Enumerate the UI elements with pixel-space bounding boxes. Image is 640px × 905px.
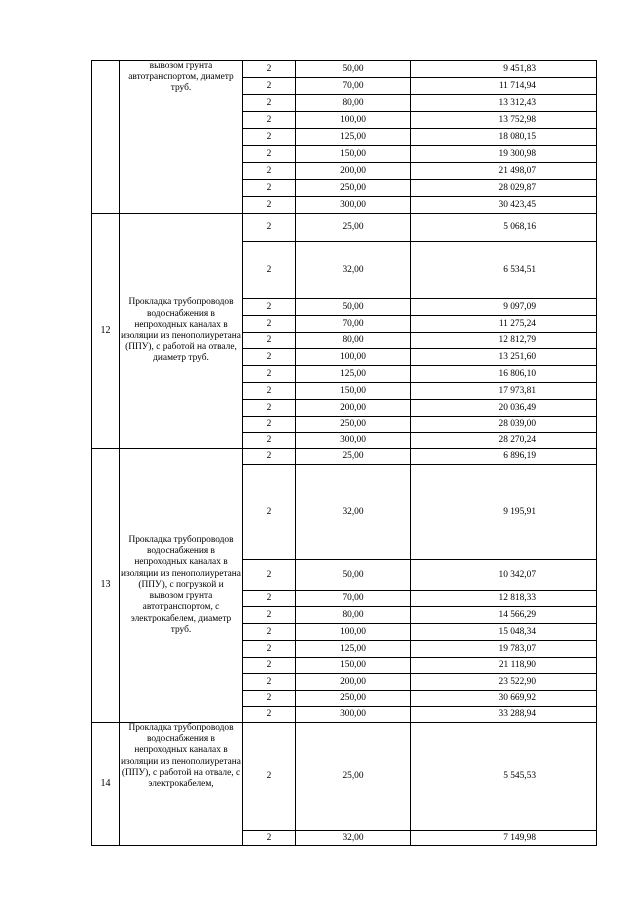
quantity-cell: 2 <box>243 624 296 641</box>
item-number: 14 <box>92 723 120 846</box>
price-cell: 23 522,90 <box>411 674 597 691</box>
quantity-cell: 2 <box>243 242 296 299</box>
quantity-cell: 2 <box>243 316 296 333</box>
quantity-cell: 2 <box>243 333 296 349</box>
item-number: 12 <box>92 214 120 449</box>
diameter-cell: 200,00 <box>296 674 411 691</box>
price-cell: 6 896,19 <box>411 449 597 465</box>
quantity-cell: 2 <box>243 433 296 449</box>
diameter-cell: 50,00 <box>296 61 411 78</box>
quantity-cell: 2 <box>243 95 296 112</box>
item-number: 13 <box>92 449 120 723</box>
quantity-cell: 2 <box>243 78 296 95</box>
diameter-cell: 32,00 <box>296 242 411 299</box>
quantity-cell: 2 <box>243 146 296 163</box>
table-row <box>92 61 597 78</box>
diameter-cell: 250,00 <box>296 417 411 433</box>
diameter-cell: 125,00 <box>296 129 411 146</box>
price-cell: 33 288,94 <box>411 707 597 723</box>
quantity-cell: 2 <box>243 449 296 465</box>
diameter-cell: 200,00 <box>296 400 411 417</box>
diameter-cell: 250,00 <box>296 180 411 197</box>
table-row <box>92 214 597 242</box>
quantity-cell: 2 <box>243 465 296 560</box>
diameter-cell: 200,00 <box>296 163 411 180</box>
quantity-cell: 2 <box>243 383 296 400</box>
diameter-cell: 300,00 <box>296 197 411 214</box>
price-cell: 19 783,07 <box>411 641 597 658</box>
price-cell: 21 498,07 <box>411 163 597 180</box>
price-cell: 15 048,34 <box>411 624 597 641</box>
diameter-cell: 125,00 <box>296 366 411 383</box>
quantity-cell: 2 <box>243 831 296 846</box>
quantity-cell: 2 <box>243 400 296 417</box>
price-cell: 30 423,45 <box>411 197 597 214</box>
quantity-cell: 2 <box>243 299 296 316</box>
price-cell: 19 300,98 <box>411 146 597 163</box>
price-table <box>91 60 597 846</box>
quantity-cell: 2 <box>243 658 296 674</box>
quantity-cell: 2 <box>243 707 296 723</box>
quantity-cell: 2 <box>243 61 296 78</box>
price-cell: 13 312,43 <box>411 95 597 112</box>
diameter-cell: 50,00 <box>296 299 411 316</box>
diameter-cell: 150,00 <box>296 383 411 400</box>
price-cell: 11 275,24 <box>411 316 597 333</box>
diameter-cell: 32,00 <box>296 831 411 846</box>
diameter-cell: 100,00 <box>296 624 411 641</box>
diameter-cell: 25,00 <box>296 449 411 465</box>
quantity-cell: 2 <box>243 591 296 607</box>
price-cell: 21 118,90 <box>411 658 597 674</box>
price-cell: 16 806,10 <box>411 366 597 383</box>
quantity-cell: 2 <box>243 214 296 242</box>
diameter-cell: 25,00 <box>296 723 411 831</box>
price-cell: 9 451,83 <box>411 61 597 78</box>
diameter-cell: 300,00 <box>296 433 411 449</box>
quantity-cell: 2 <box>243 112 296 129</box>
quantity-cell: 2 <box>243 607 296 624</box>
price-cell: 5 068,16 <box>411 214 597 242</box>
diameter-cell: 100,00 <box>296 349 411 366</box>
price-cell: 28 270,24 <box>411 433 597 449</box>
diameter-cell: 80,00 <box>296 95 411 112</box>
diameter-cell: 70,00 <box>296 316 411 333</box>
price-cell: 28 029,87 <box>411 180 597 197</box>
table-row <box>92 449 597 465</box>
price-cell: 10 342,07 <box>411 560 597 591</box>
quantity-cell: 2 <box>243 691 296 707</box>
quantity-cell: 2 <box>243 163 296 180</box>
item-number <box>92 61 120 214</box>
price-cell: 30 669,92 <box>411 691 597 707</box>
price-cell: 18 080,15 <box>411 129 597 146</box>
price-cell: 14 566,29 <box>411 607 597 624</box>
price-cell: 13 752,98 <box>411 112 597 129</box>
item-description: Прокладка трубопроводов водоснабжения в непроходных каналах в изоляции из пенополиуретана (ППУ), с работой на отвале, с электрокабелем, <box>120 723 243 846</box>
price-cell: 9 097,09 <box>411 299 597 316</box>
item-description: Прокладка трубопроводов водоснабжения в непроходных каналах в изоляции из пенополиуретана (ППУ), с работой на отвале, диаметр труб. <box>120 214 243 449</box>
quantity-cell: 2 <box>243 560 296 591</box>
price-cell: 12 818,33 <box>411 591 597 607</box>
quantity-cell: 2 <box>243 417 296 433</box>
price-cell: 28 039,00 <box>411 417 597 433</box>
diameter-cell: 100,00 <box>296 112 411 129</box>
diameter-cell: 25,00 <box>296 214 411 242</box>
diameter-cell: 70,00 <box>296 78 411 95</box>
diameter-cell: 70,00 <box>296 591 411 607</box>
diameter-cell: 80,00 <box>296 607 411 624</box>
quantity-cell: 2 <box>243 349 296 366</box>
price-cell: 12 812,79 <box>411 333 597 349</box>
diameter-cell: 150,00 <box>296 146 411 163</box>
quantity-cell: 2 <box>243 180 296 197</box>
quantity-cell: 2 <box>243 129 296 146</box>
diameter-cell: 125,00 <box>296 641 411 658</box>
diameter-cell: 50,00 <box>296 560 411 591</box>
diameter-cell: 300,00 <box>296 707 411 723</box>
quantity-cell: 2 <box>243 674 296 691</box>
quantity-cell: 2 <box>243 197 296 214</box>
price-cell: 6 534,51 <box>411 242 597 299</box>
quantity-cell: 2 <box>243 366 296 383</box>
price-cell: 17 973,81 <box>411 383 597 400</box>
item-description: Прокладка трубопроводов водоснабжения в непроходных каналах в изоляции из пенополиуретана (ППУ), с погрузкой и вывозом грунта автотранспортом, с электрокабелем, диаметр труб. <box>120 449 243 723</box>
price-cell: 7 149,98 <box>411 831 597 846</box>
diameter-cell: 250,00 <box>296 691 411 707</box>
price-cell: 5 545,53 <box>411 723 597 831</box>
price-cell: 13 251,60 <box>411 349 597 366</box>
price-cell: 20 036,49 <box>411 400 597 417</box>
price-cell: 11 714,94 <box>411 78 597 95</box>
diameter-cell: 80,00 <box>296 333 411 349</box>
diameter-cell: 150,00 <box>296 658 411 674</box>
quantity-cell: 2 <box>243 723 296 831</box>
item-description: вывозом грунта автотранспортом, диаметр труб. <box>120 61 243 214</box>
table-row <box>92 723 597 831</box>
quantity-cell: 2 <box>243 641 296 658</box>
price-cell: 9 195,91 <box>411 465 597 560</box>
diameter-cell: 32,00 <box>296 465 411 560</box>
